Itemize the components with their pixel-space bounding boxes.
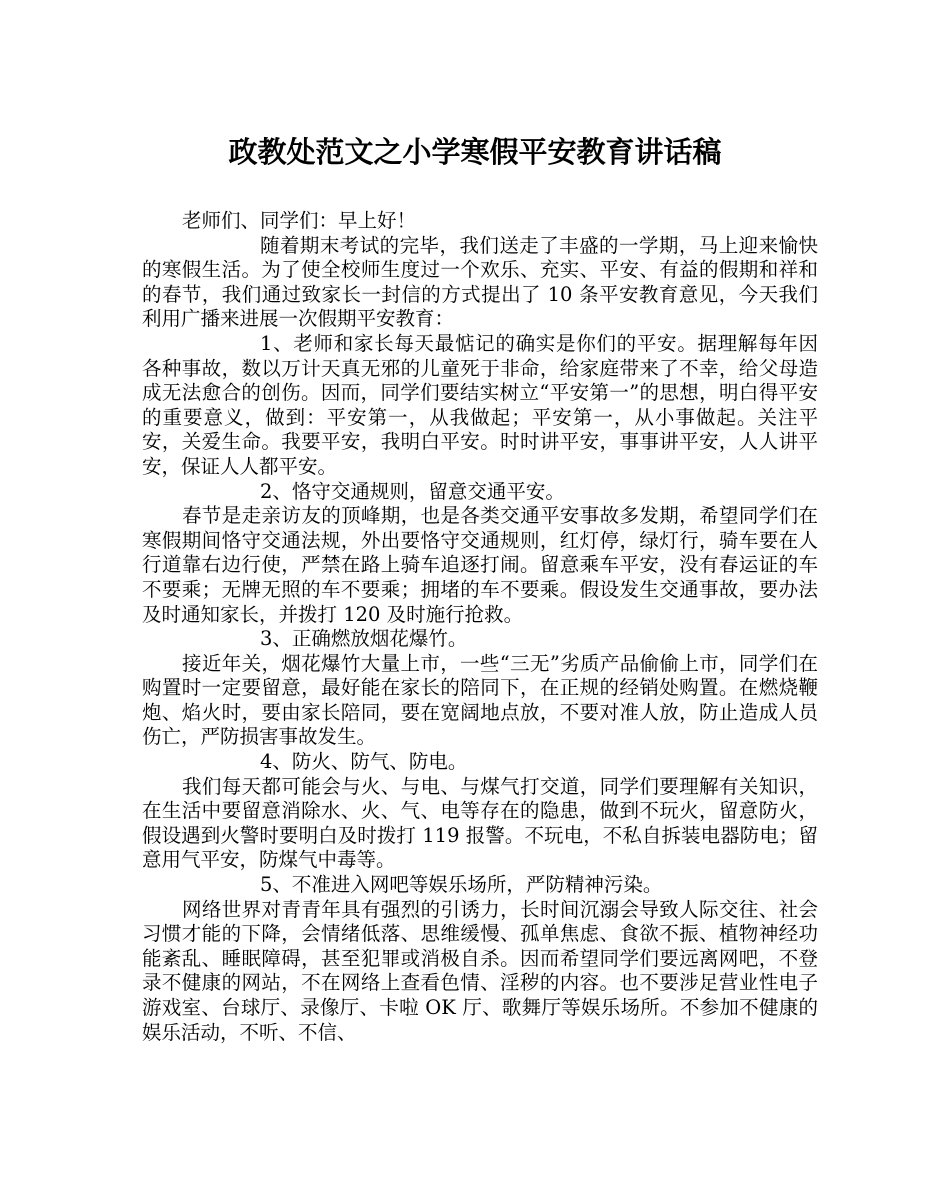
section-heading-5: 5、不准进入网吧等娱乐场所，严防精神污染。 <box>260 873 663 897</box>
document-body <box>142 209 818 1045</box>
paragraph-fireworks: 接近年关，烟花爆竹大量上市，一些“三无”劣质产品偷偷上市，同学们在购置时一定要留意，最好能在家长的陪同下，在正规的经销处购置。在燃烧鞭炮、焰火时，要由家长陪同，要在宽阔地点放，不要对准人放，防止造成人员伤亡，严防损害事故发生。 <box>142 651 818 749</box>
greeting: 老师们、同学们：早上好！ <box>182 209 417 232</box>
paragraph-fire-safety: 我们每天都可能会与火、与电、与煤气打交道，同学们要理解有关知识，在生活中要留意消除水、火、气、电等存在的隐患，做到不玩火，留意防火，假设遇到火警时要明白及时拨打 119 报警。不玩电，不私自拆装电器防电；留意用气平安，防煤气中毒等。 <box>142 774 818 872</box>
section-heading-4: 4、防火、防气、防电。 <box>260 750 468 774</box>
document-title: 政教处范文之小学寒假平安教育讲话稿 <box>228 135 722 169</box>
section-heading-3: 3、正确燃放烟花爆竹。 <box>260 627 468 651</box>
section-heading-2: 2、恪守交通规则，留意交通平安。 <box>260 479 565 503</box>
paragraph-item-1: 1、老师和家长每天最惦记的确实是你们的平安。据理解每年因各种事故，数以万计天真无邪的儿童死于非命，给家庭带来了不幸，给父母造成无法愈合的创伤。因而，同学们要结实树立“平安第一”的思想，明白得平安的重要意义，做到：平安第一，从我做起；平安第一，从小事做起。关注平安，关爱生命。我要平安，我明白平安。时时讲平安，事事讲平安，人人讲平安，保证人人都平安。 <box>142 331 818 478</box>
paragraph-internet: 网络世界对青青年具有强烈的引诱力，长时间沉溺会导致人际交往、社会习惯才能的下降，会情绪低落、思维缓慢、孤单焦虑、食欲不振、植物神经功能紊乱、睡眠障碍，甚至犯罪或消极自杀。因而希望同学们要远离网吧，不登录不健康的网站，不在网络上查看色情、淫秽的内容。也不要涉足营业性电子游戏室、台球厅、录像厅、卡啦 OK 厅、歌舞厅等娱乐场所。不参加不健康的娱乐活动，不听、不信、 <box>142 897 818 1044</box>
paragraph-intro: 随着期末考试的完毕，我们送走了丰盛的一学期，马上迎来愉快的寒假生活。为了使全校师生度过一个欢乐、充实、平安、有益的假期和祥和的春节，我们通过致家长一封信的方式提出了 10 条平安教育意见，今天我们利用广播来进展一次假期平安教育： <box>142 233 818 331</box>
paragraph-traffic: 春节是走亲访友的顶峰期，也是各类交通平安事故多发期，希望同学们在寒假期间恪守交通法规，外出要恪守交通规则，红灯停，绿灯行，骑车要在人行道靠右边行使，严禁在路上骑车追逐打闹。留意乘车平安，没有春运证的车不要乘；无牌无照的车不要乘；拥堵的车不要乘。假设发生交通事故，要办法及时通知家长，并拨打 120 及时施行抢救。 <box>142 504 818 626</box>
